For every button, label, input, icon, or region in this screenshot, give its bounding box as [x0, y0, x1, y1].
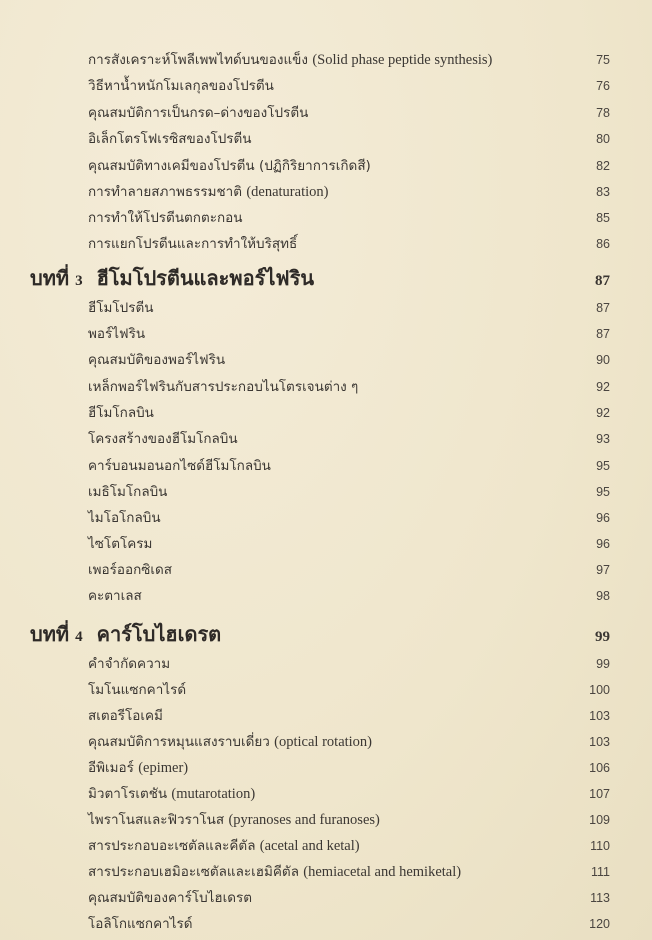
entry-title: โอลิโกแซกคาไรด์	[88, 916, 193, 932]
page-number: 120	[589, 917, 610, 931]
entry-title: อีพิเมอร์ (epimer)	[88, 760, 189, 776]
page-number: 97	[596, 563, 610, 577]
entry-title: การทำให้โปรตีนตกตะกอน	[88, 210, 243, 226]
toc-entry	[88, 912, 610, 936]
entry-title: มิวตาโรเตชัน (mutarotation)	[88, 786, 256, 802]
entry-title: โครงสร้างของฮีโมโกลบิน	[88, 431, 238, 447]
toc-entry	[88, 584, 610, 608]
page-number: 99	[595, 629, 610, 645]
page-number: 75	[596, 53, 610, 67]
toc-entry	[88, 296, 610, 320]
toc-entry	[88, 808, 610, 832]
toc-entry	[88, 506, 610, 530]
entry-title: โมโนแซกคาไรด์	[88, 682, 187, 698]
page-number: 99	[596, 657, 610, 671]
page-number: 95	[596, 485, 610, 499]
page-number: 96	[596, 537, 610, 551]
page-number: 80	[596, 132, 610, 146]
page-number: 76	[596, 79, 610, 93]
entry-title: การทำลายสภาพธรรมชาติ (denaturation)	[88, 184, 329, 200]
chapter-title: บทที่ 3 ฮีโมโปรตีนและพอร์ไฟริน	[30, 268, 314, 290]
entry-title: ไพราโนสและฟิวราโนส (pyranoses and furanoses)	[88, 812, 380, 828]
entry-title: คุณสมบัติการเป็นกรด–ด่างของโปรตีน	[88, 105, 309, 121]
toc-entry	[88, 652, 610, 676]
entry-title: สารประกอบเฮมิอะเซตัลและเฮมิคีตัล (hemiacetal and hemiketal)	[88, 864, 462, 880]
page-number: 103	[589, 735, 610, 749]
entry-title: ไซโตโครม	[88, 536, 153, 552]
entry-title: อิเล็กโตรโฟเรซิสของโปรตีน	[88, 131, 252, 147]
entry-title: ฮีโมโปรตีน	[88, 300, 154, 316]
entry-title: การแยกโปรตีนและการทำให้บริสุทธิ์	[88, 236, 298, 252]
page-number: 93	[596, 432, 610, 446]
page-number: 111	[590, 865, 610, 879]
entry-title: ไมโอโกลบิน	[88, 510, 161, 526]
toc-entry	[88, 704, 610, 728]
toc-entry	[88, 127, 610, 151]
page-number: 113	[590, 891, 610, 905]
entry-title: คำจำกัดความ	[88, 656, 171, 672]
chapter-heading-3	[30, 262, 610, 292]
entry-title: สารประกอบอะเซตัลและคีตัล (acetal and ketal)	[88, 838, 360, 854]
toc-entry	[88, 782, 610, 806]
page-number: 110	[590, 839, 610, 853]
toc-entry	[88, 427, 610, 451]
toc-entry	[88, 48, 610, 72]
toc-entry	[88, 678, 610, 702]
entry-title: การสังเคราะห์โพลีเพพไทด์บนของแข็ง (Solid phase peptide synthesis)	[88, 52, 493, 68]
page-number: 103	[589, 709, 610, 723]
entry-title: คุณสมบัติการหมุนแสงราบเดี่ยว (optical rotation)	[88, 734, 373, 750]
page-number: 78	[596, 106, 610, 120]
toc-entry	[88, 886, 610, 910]
entry-title: เพอร์ออกซิเดส	[88, 562, 173, 578]
page-number: 107	[589, 787, 610, 801]
chapter-title: บทที่ 4 คาร์โบไฮเดรต	[30, 624, 222, 646]
entry-title: พอร์ไฟริน	[88, 326, 146, 342]
page-number: 92	[596, 380, 610, 394]
page-number: 96	[596, 511, 610, 525]
toc-entry	[88, 756, 610, 780]
entry-title: ฮีโมโกลบิน	[88, 405, 154, 421]
entry-title: คะตาเลส	[88, 588, 142, 604]
entry-title: คาร์บอนมอนอกไซด์ฮีโมโกลบิน	[88, 458, 271, 474]
page-number: 83	[596, 185, 610, 199]
toc-entry	[88, 730, 610, 754]
page-number: 87	[596, 327, 610, 341]
toc-entry	[88, 532, 610, 556]
toc-entry	[88, 480, 610, 504]
toc-entry	[88, 375, 610, 399]
page-number: 92	[596, 406, 610, 420]
toc-entry	[88, 322, 610, 346]
toc-entry	[88, 558, 610, 582]
page-number: 106	[589, 761, 610, 775]
toc-entry	[88, 232, 610, 256]
toc-entry	[88, 454, 610, 478]
toc-entry	[88, 74, 610, 98]
entry-title: วิธีหาน้ำหนักโมเลกุลของโปรตีน	[88, 78, 274, 94]
toc-entry	[88, 834, 610, 858]
entry-title: คุณสมบัติทางเคมีของโปรตีน (ปฏิกิริยาการเกิดสี)	[88, 158, 371, 174]
toc-entry	[88, 101, 610, 125]
page-number: 98	[596, 589, 610, 603]
entry-title: คุณสมบัติของพอร์ไฟริน	[88, 352, 226, 368]
page-number: 109	[589, 813, 610, 827]
page-number: 90	[596, 353, 610, 367]
page-number: 100	[589, 683, 610, 697]
entry-title: สเตอรีโอเคมี	[88, 708, 163, 724]
page-number: 87	[596, 301, 610, 315]
page-number: 82	[596, 159, 610, 173]
page-number: 87	[595, 273, 610, 289]
entry-title: คุณสมบัติของคาร์โบไฮเดรต	[88, 890, 253, 906]
toc-entry	[88, 154, 610, 178]
entry-title: เมธิโมโกลบิน	[88, 484, 168, 500]
toc-entry	[88, 401, 610, 425]
page-number: 95	[596, 459, 610, 473]
toc-entry	[88, 180, 610, 204]
chapter-heading-4	[30, 618, 610, 648]
page-number: 85	[596, 211, 610, 225]
page-number: 86	[596, 237, 610, 251]
toc-entry	[88, 206, 610, 230]
entry-title: เหล็กพอร์ไฟรินกับสารประกอบไนโตรเจนต่าง ๆ	[88, 379, 359, 395]
toc-entry	[88, 860, 610, 884]
toc-entry	[88, 348, 610, 372]
